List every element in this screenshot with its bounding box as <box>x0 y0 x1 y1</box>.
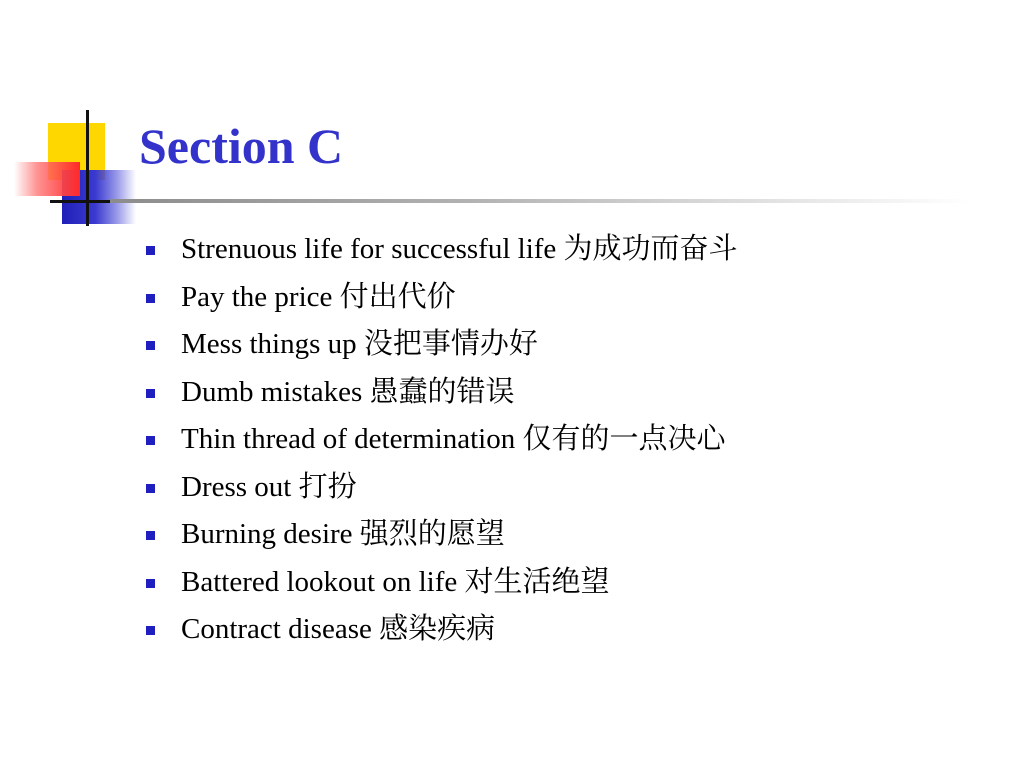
bullet-text: Strenuous life for successful life 为成功而奋斗 <box>181 233 738 265</box>
square-bullet-icon <box>146 436 155 445</box>
square-bullet-icon <box>146 341 155 350</box>
bullet-text: Battered lookout on life 对生活绝望 <box>181 565 610 598</box>
bullet-text: Burning desire 强烈的愿望 <box>181 518 505 550</box>
bullet-item <box>146 369 1006 417</box>
bullet-text: Pay the price 付出代价 <box>181 280 456 313</box>
bullet-item <box>146 321 1006 369</box>
square-bullet-icon <box>146 531 155 540</box>
horizontal-line-decoration <box>50 200 110 203</box>
bullet-text: Mess things up 没把事情办好 <box>181 328 538 360</box>
red-bar-decoration <box>14 162 80 196</box>
bullet-item <box>146 606 1006 654</box>
bullet-item <box>146 274 1006 322</box>
bullet-item <box>146 464 1006 512</box>
square-bullet-icon <box>146 246 155 255</box>
bullet-item <box>146 559 1006 607</box>
bullet-list <box>146 226 1006 654</box>
decorative-logo <box>0 0 160 240</box>
square-bullet-icon <box>146 484 155 493</box>
square-bullet-icon <box>146 579 155 588</box>
square-bullet-icon <box>146 389 155 398</box>
bullet-item <box>146 416 1006 464</box>
bullet-item <box>146 226 1006 274</box>
bullet-text: Dumb mistakes 愚蠢的错误 <box>181 375 515 408</box>
vertical-line-decoration <box>86 110 89 226</box>
bullet-text: Dress out 打扮 <box>181 470 357 503</box>
title-underline <box>110 199 970 203</box>
square-bullet-icon <box>146 294 155 303</box>
bullet-item <box>146 511 1006 559</box>
bullet-text: Thin thread of determination 仅有的一点决心 <box>181 423 726 455</box>
slide-title: Section C <box>139 118 344 174</box>
bullet-text: Contract disease 感染疾病 <box>181 613 496 645</box>
square-bullet-icon <box>146 626 155 635</box>
